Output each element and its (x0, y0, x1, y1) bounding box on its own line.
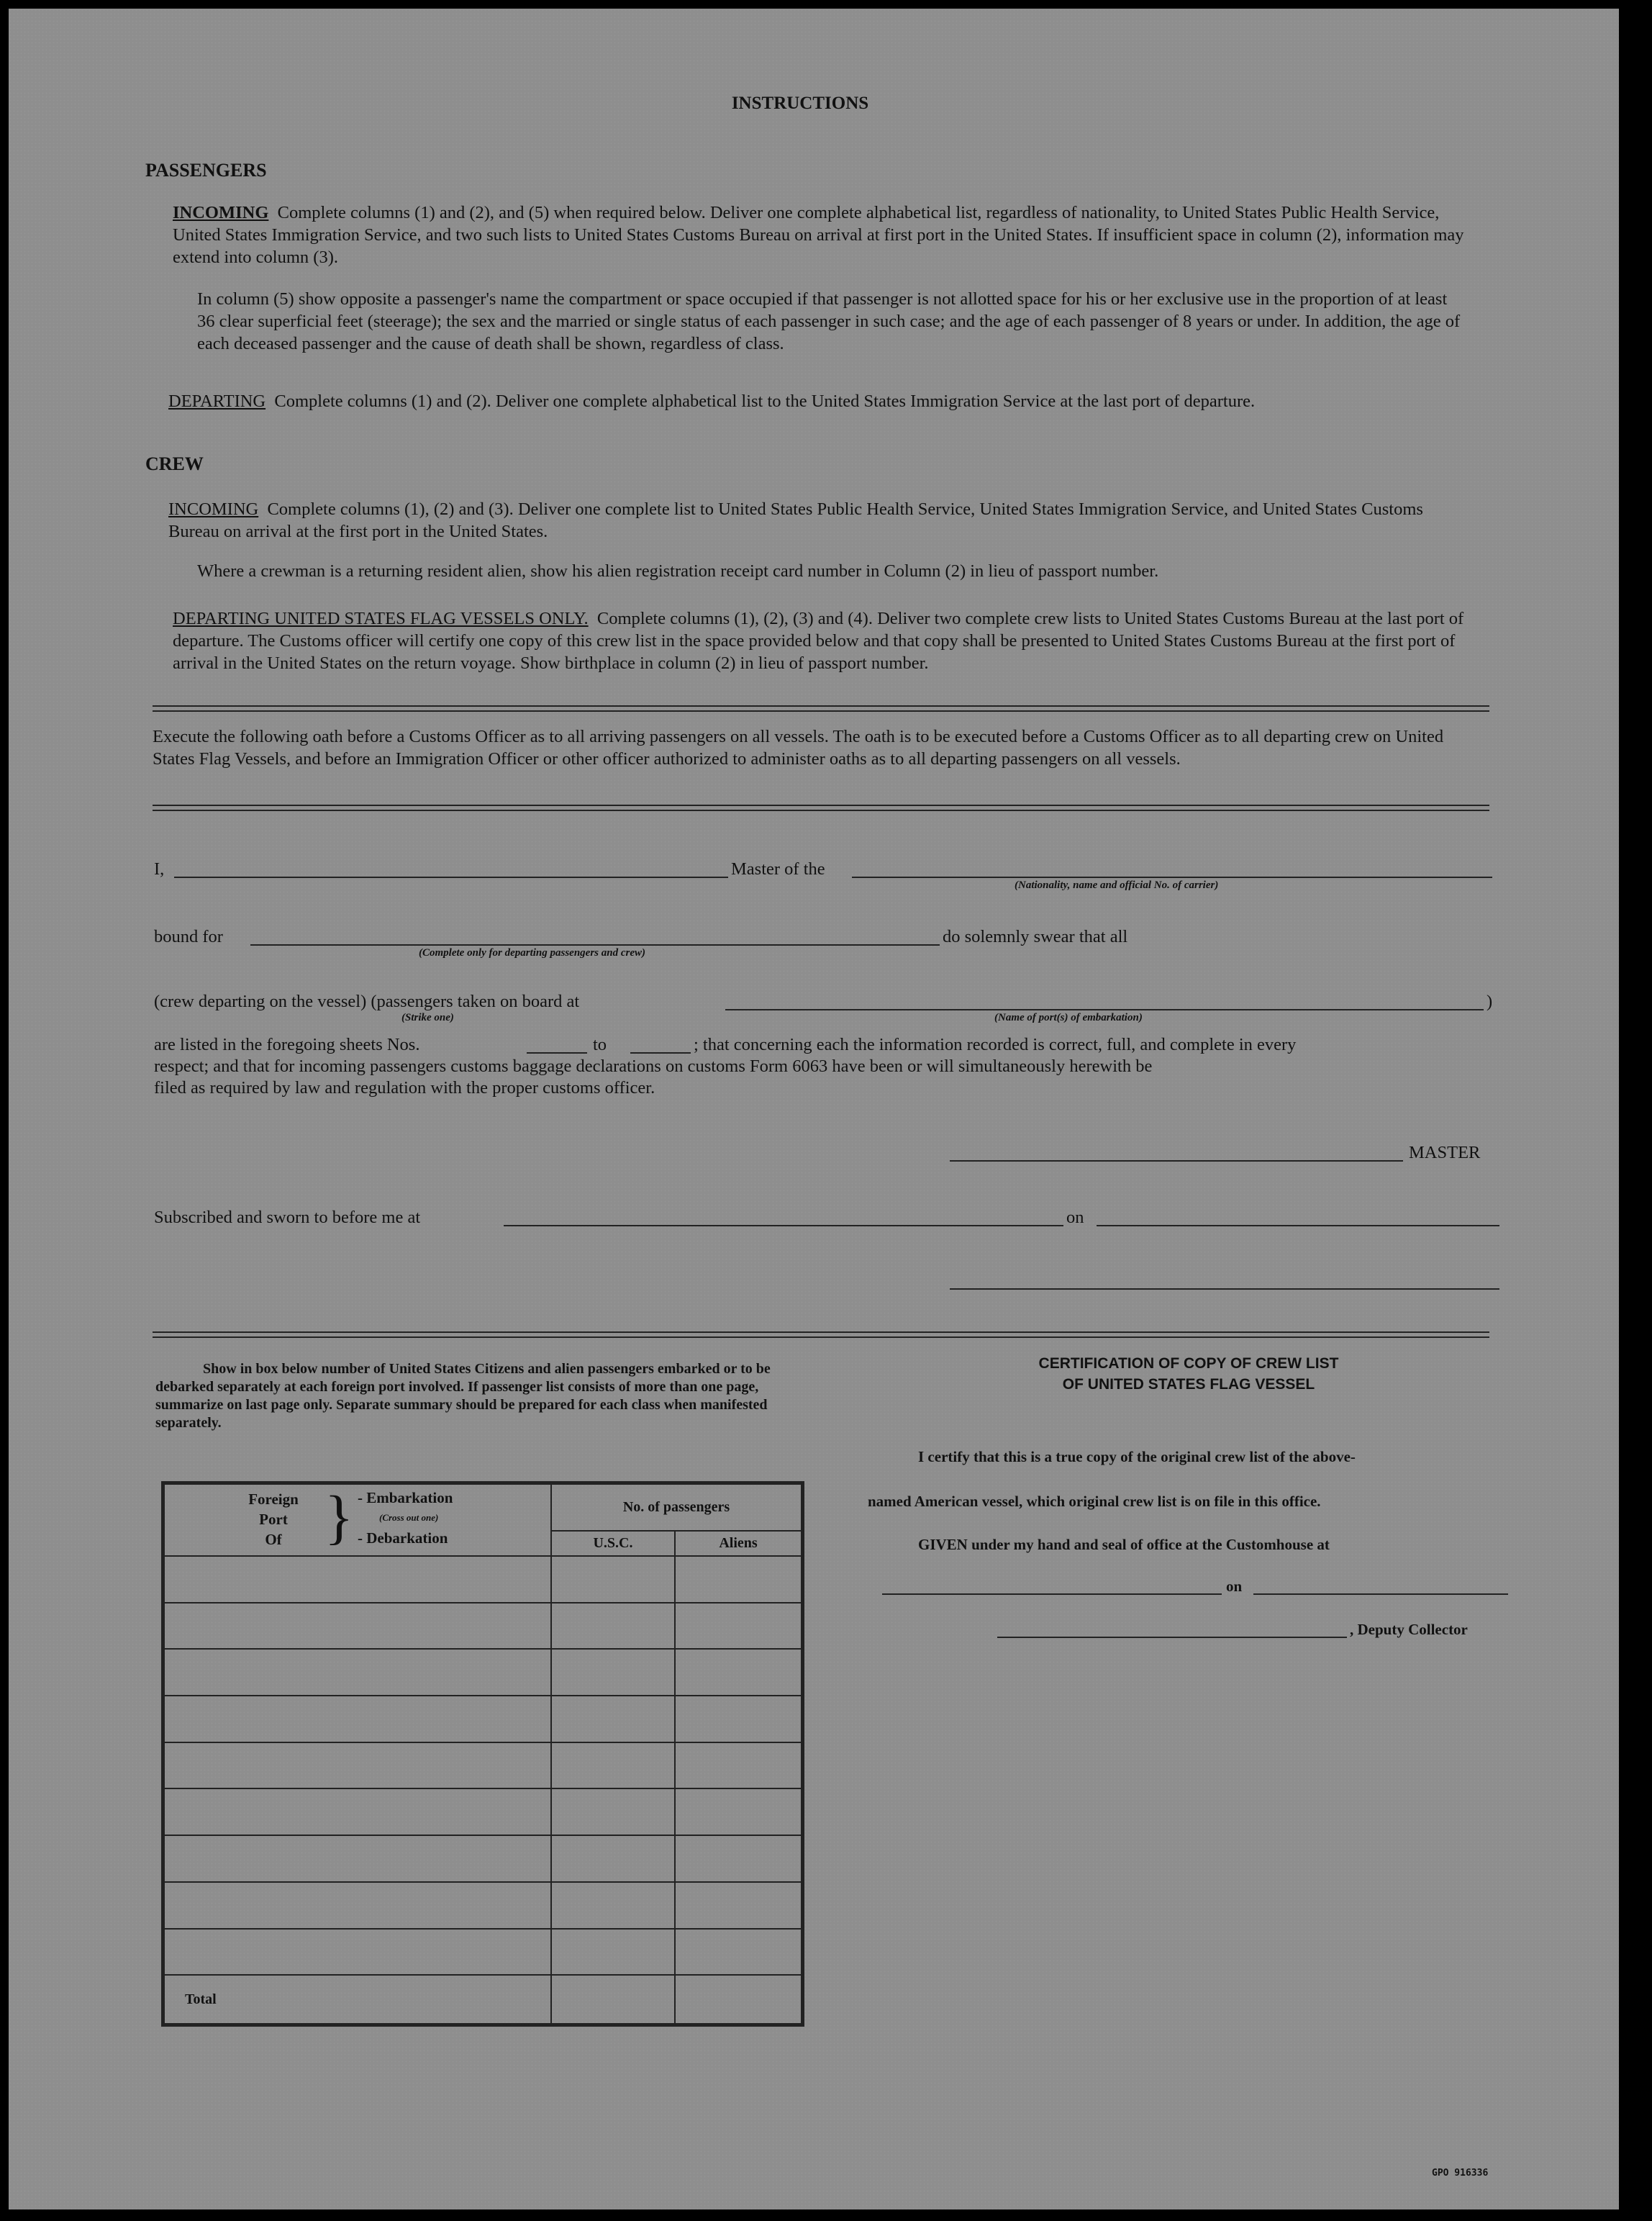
passengers-column5-text: In column (5) show opposite a passenger's name the compartment or space occupied if that passenger is not allotted space for his or her exclusive use in the proportion of at least 36 clear superficial feet (steerage); the sex and the married or single status of each passenger in such case; and the age of each passenger of 8 years or under. In addition, the age of each deceased passenger and the cause of death shall be shown, regardless of class. (197, 289, 1461, 353)
table-cell-usc[interactable] (551, 1835, 675, 1882)
table-cell-port[interactable] (163, 1788, 552, 1835)
cross-out-label: (Cross out one) (379, 1512, 439, 1523)
divider-double-3 (153, 1331, 1489, 1338)
brace-icon: } (324, 1484, 354, 1551)
no-of-passengers-header: No. of passengers (551, 1483, 803, 1532)
crew-incoming-label: INCOMING (168, 499, 259, 519)
sheet-to-field[interactable] (630, 1052, 691, 1054)
master-name-field[interactable] (174, 877, 728, 878)
divider-double-1 (153, 705, 1489, 712)
usc-header: U.S.C. (551, 1531, 675, 1556)
certification-title-line2: OF UNITED STATES FLAG VESSEL (1062, 1376, 1315, 1393)
table-cell-aliens[interactable] (675, 1929, 803, 1976)
swear-text: do solemnly swear that all (943, 927, 1128, 946)
passengers-departing-block (168, 390, 1468, 412)
page-title: INSTRUCTIONS (731, 94, 869, 113)
sworn-on-label: on (1066, 1208, 1084, 1227)
table-cell-aliens[interactable] (675, 1788, 803, 1835)
oath-instructions: Execute the following oath before a Customs Officer as to all arriving passengers on all vessels. The oath is to be executed before a Customs Officer as to all departing crew on United States Flag Vessels, and before an Immigration Officer or other officer authorized to administer oaths as to all departing passengers on all vessels. (153, 727, 1444, 769)
sworn-date-field[interactable] (1097, 1225, 1499, 1226)
passengers-incoming-block (173, 202, 1468, 268)
strike-one-caption: (Strike one) (401, 1012, 454, 1023)
bound-for-label: bound for (154, 927, 223, 946)
summary-instructions: Show in box below number of United States Citizens and alien passengers embarked or to be debarked separately at each foreign port involved. If passenger list consists of more than one page, summarize on last page only. Separate summary should be prepared for each class when manifested separately. (155, 1361, 771, 1431)
total-usc-cell[interactable] (551, 1975, 675, 2025)
listed-text-3: respect; and that for incoming passengers customs baggage declarations on customs Form 6063 have been or will simultaneously herewith be (154, 1057, 1153, 1076)
form-sheet (9, 9, 1619, 2209)
certification-date-field[interactable] (1253, 1593, 1508, 1595)
table-cell-port[interactable] (163, 1603, 552, 1650)
table-cell-port[interactable] (163, 1556, 552, 1603)
total-label: Total (163, 1975, 552, 2025)
table-cell-usc[interactable] (551, 1603, 675, 1650)
table-cell-usc[interactable] (551, 1556, 675, 1603)
deputy-signature-field[interactable] (997, 1637, 1347, 1638)
crew-departing-text: Complete columns (1), (2), (3) and (4). Deliver two complete crew lists to United States Customs Bureau at the last port of departure. The Customs officer will certify one copy of this crew list in the space provided below and that copy shall be presented to United States Customs Bureau at the first port of arrival in the United States on the return voyage. Show birthplace in column (2) in lieu of passport number. (173, 609, 1464, 673)
foreign-label: Foreign (248, 1491, 299, 1508)
table-cell-port[interactable] (163, 1882, 552, 1929)
table-cell-port[interactable] (163, 1742, 552, 1789)
listed-text-2: ; that concerning each the information recorded is correct, full, and complete in every (694, 1035, 1297, 1054)
embarkation-label[interactable]: - Embarkation (358, 1489, 453, 1506)
table-cell-usc[interactable] (551, 1929, 675, 1976)
debarkation-label[interactable]: - Debarkation (358, 1529, 448, 1547)
crew-incoming-block (168, 498, 1468, 543)
passengers-incoming-label: INCOMING (173, 203, 269, 222)
listed-text-1: are listed in the foregoing sheets Nos. (154, 1035, 420, 1054)
master-of-the-label: Master of the (731, 859, 825, 879)
table-cell-aliens[interactable] (675, 1742, 803, 1789)
table-cell-port[interactable] (163, 1696, 552, 1742)
close-paren: ) (1487, 992, 1493, 1011)
certification-text-1: I certify that this is a true copy of the original crew list of the above- (918, 1448, 1356, 1465)
officer-signature-field[interactable] (950, 1288, 1499, 1290)
master-signature-field[interactable] (950, 1160, 1403, 1162)
passengers-departing-label: DEPARTING (168, 392, 266, 411)
table-cell-aliens[interactable] (675, 1649, 803, 1696)
crew-passengers-text: (crew departing on the vessel) (passengers taken on board at (154, 992, 580, 1011)
table-cell-usc[interactable] (551, 1882, 675, 1929)
sworn-place-field[interactable] (504, 1225, 1063, 1226)
aliens-header: Aliens (675, 1531, 803, 1556)
table-cell-port[interactable] (163, 1835, 552, 1882)
bound-for-caption: (Complete only for departing passengers and crew) (419, 947, 645, 959)
table-cell-port[interactable] (163, 1929, 552, 1976)
certification-title (872, 1353, 1505, 1395)
table-cell-port[interactable] (163, 1649, 552, 1696)
footer-code: GPO 916336 (1432, 2168, 1489, 2179)
crew-departing-block (173, 607, 1468, 674)
sheet-from-field[interactable] (527, 1052, 587, 1054)
crew-departing-label: DEPARTING UNITED STATES FLAG VESSELS ONLY. (173, 609, 589, 628)
certification-on-label: on (1226, 1578, 1243, 1595)
embarkation-port-field[interactable] (725, 1009, 1484, 1010)
customhouse-field[interactable] (882, 1593, 1222, 1595)
table-cell-aliens[interactable] (675, 1882, 803, 1929)
foreign-port-header (163, 1483, 552, 1556)
port-caption: (Name of port(s) of embarkation) (994, 1012, 1143, 1023)
port-label: Port (259, 1511, 288, 1528)
certification-text-2: named American vessel, which original crew list is on file in this office. (868, 1493, 1321, 1510)
table-cell-usc[interactable] (551, 1696, 675, 1742)
deputy-collector-label: , Deputy Collector (1350, 1621, 1468, 1638)
certification-title-line1: CERTIFICATION OF COPY OF CREW LIST (1038, 1355, 1339, 1372)
bound-for-field[interactable] (250, 944, 940, 946)
table-cell-usc[interactable] (551, 1788, 675, 1835)
table-cell-usc[interactable] (551, 1649, 675, 1696)
passengers-heading: PASSENGERS (145, 160, 267, 181)
subscribed-label: Subscribed and sworn to before me at (154, 1208, 421, 1227)
crew-heading: CREW (145, 453, 204, 474)
master-label: MASTER (1409, 1143, 1481, 1162)
passenger-summary-table (161, 1481, 804, 2027)
table-cell-usc[interactable] (551, 1742, 675, 1789)
crew-resident-text: Where a crewman is a returning resident alien, show his alien registration receipt card number in Column (2) in lieu of passport number. (197, 561, 1159, 581)
to-label: to (593, 1035, 607, 1054)
divider-double-2 (153, 805, 1489, 811)
table-cell-aliens[interactable] (675, 1835, 803, 1882)
carrier-field[interactable] (852, 877, 1492, 878)
crew-incoming-text: Complete columns (1), (2) and (3). Deliver one complete list to United States Public Health Service, United States Immigration Service, and United States Customs Bureau on arrival at the first port in the United States. (168, 499, 1423, 541)
of-label: Of (265, 1531, 282, 1548)
oath-i-label: I, (154, 859, 165, 879)
table-cell-aliens[interactable] (675, 1603, 803, 1650)
table-cell-aliens[interactable] (675, 1696, 803, 1742)
table-cell-aliens[interactable] (675, 1556, 803, 1603)
passengers-departing-text: Complete columns (1) and (2). Deliver one complete alphabetical list to the United States Immigration Service at the last port of departure. (274, 392, 1256, 411)
passengers-incoming-text: Complete columns (1) and (2), and (5) when required below. Deliver one complete alphabetical list, regardless of nationality, to United States Public Health Service, United States Immigration Service, and two such lists to United States Customs Bureau on arrival at first port in the United States. If insufficient space in column (2), information may extend into column (3). (173, 203, 1464, 267)
carrier-caption: (Nationality, name and official No. of carrier) (1015, 879, 1219, 891)
certification-text-3: GIVEN under my hand and seal of office at the Customhouse at (918, 1536, 1330, 1553)
total-aliens-cell[interactable] (675, 1975, 803, 2025)
listed-text-4: filed as required by law and regulation with the proper customs officer. (154, 1078, 655, 1098)
